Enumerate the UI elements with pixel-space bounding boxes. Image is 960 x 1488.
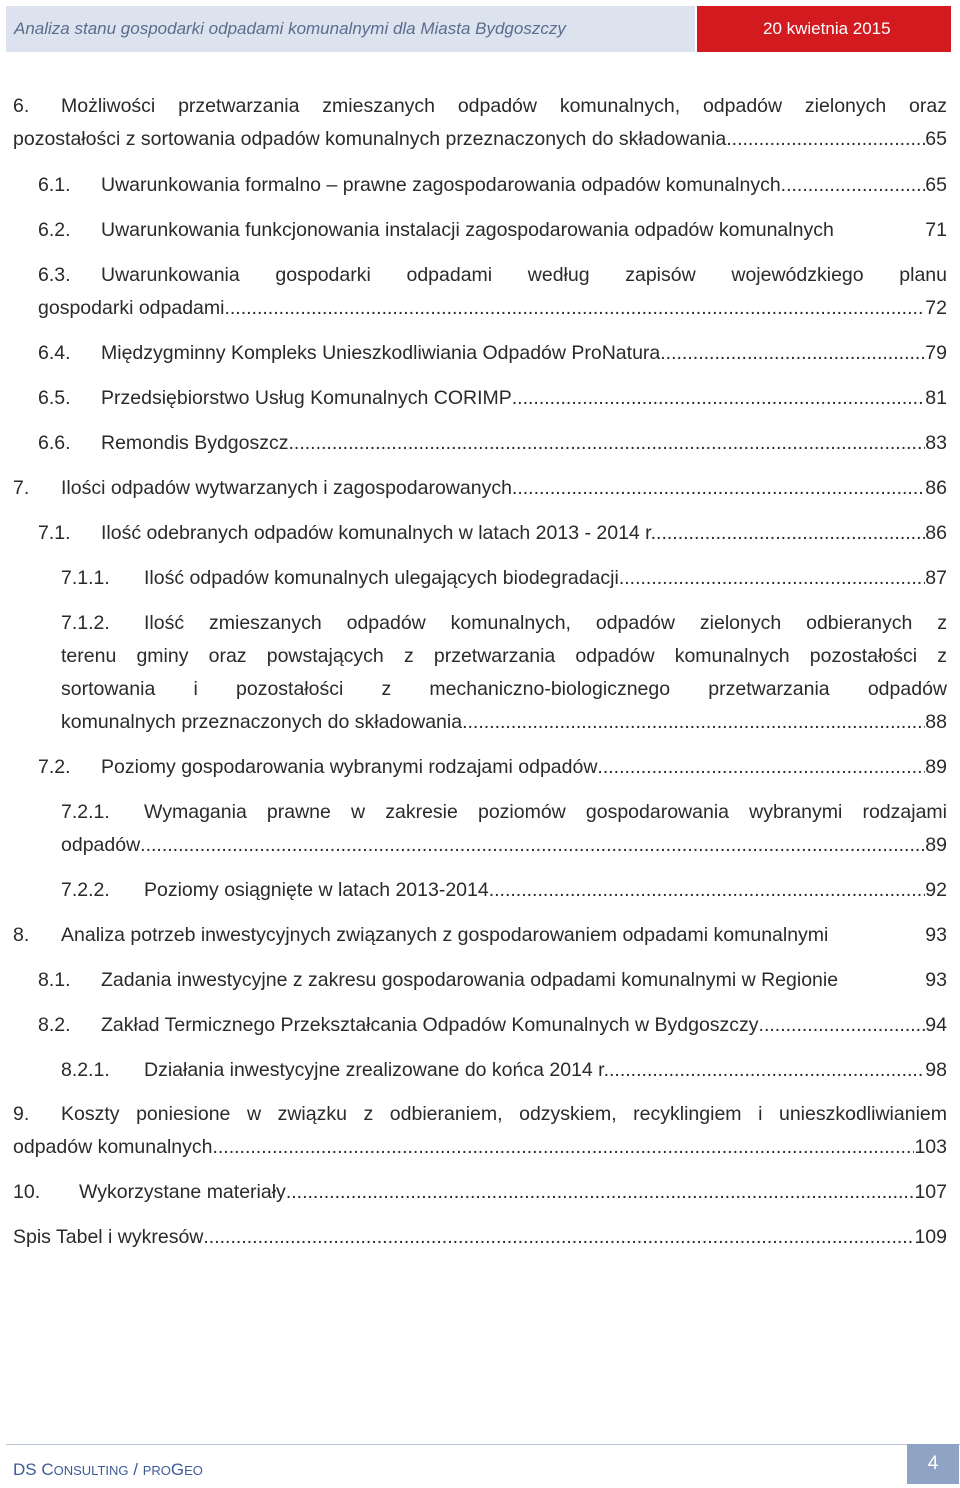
toc-page: 65: [925, 128, 947, 150]
toc-title: Zadania inwestycyjne z zakresu gospodarowania odpadami komunalnymi w Regionie: [101, 969, 839, 991]
toc-title: Spis Tabel i wykresów: [13, 1226, 204, 1248]
toc-entry-6-3[interactable]: [38, 259, 947, 325]
toc-leader: [203, 1221, 914, 1254]
toc-title: Poziomy osiągnięte w latach 2013-2014: [144, 879, 489, 901]
page-number: 4: [907, 1444, 959, 1484]
toc-number: 7.2.: [38, 756, 71, 778]
toc-leader: [212, 1131, 914, 1164]
toc-title-continued: sortowania i pozostałości z mechaniczno-biologicznego przetwarzania odpadów: [61, 678, 947, 700]
toc-number: 6.: [13, 95, 30, 117]
toc-leader: [619, 562, 925, 595]
toc-title: Uwarunkowania formalno – prawne zagospodarowania odpadów komunalnych: [101, 174, 781, 196]
toc-title: Międzygminny Kompleks Unieszkodliwiania Odpadów ProNatura: [101, 342, 661, 364]
toc-page: 71: [925, 219, 947, 241]
page-footer: [0, 1440, 960, 1488]
toc-title: Ilość odebranych odpadów komunalnych w latach 2013 - 2014 r.: [101, 522, 657, 544]
toc-page: 79: [925, 342, 947, 364]
toc-number: 8.2.: [38, 1014, 71, 1036]
toc-page: 83: [925, 432, 947, 454]
toc-entry-9[interactable]: [13, 1098, 947, 1164]
toc-number: 6.2.: [38, 219, 71, 241]
toc-title: Możliwości przetwarzania zmieszanych odpadów komunalnych, odpadów zielonych oraz: [61, 95, 947, 117]
company-name-part: G: [170, 1460, 185, 1479]
toc-title: Przedsiębiorstwo Usług Komunalnych CORIMP: [101, 387, 512, 409]
toc-leader: [597, 751, 925, 784]
toc-number: 8.2.1.: [61, 1059, 110, 1081]
toc-page: 109: [914, 1226, 947, 1248]
toc-title: Koszty poniesione w związku z odbieraniem, odzyskiem, recyklingiem i unieszkodliwianiem: [61, 1103, 947, 1125]
page-header: [0, 0, 960, 56]
toc-entry-10[interactable]: [13, 1176, 947, 1209]
toc-entry-7[interactable]: [13, 472, 947, 505]
toc-entry-6-5[interactable]: [38, 382, 947, 415]
toc-leader: [609, 1054, 925, 1087]
toc-title: Ilości odpadów wytwarzanych i zagospodarowanych: [61, 477, 512, 499]
company-name-separator: /: [128, 1460, 143, 1479]
toc-page: 86: [925, 477, 947, 499]
toc-entry-6[interactable]: [13, 90, 947, 156]
toc-number: 8.1.: [38, 969, 71, 991]
toc-number: 7.: [13, 477, 30, 499]
toc-leader: [462, 706, 925, 739]
toc-leader: [286, 1176, 915, 1209]
company-name: [13, 1460, 203, 1480]
toc-number: 7.1.: [38, 522, 71, 544]
toc-entry-8[interactable]: [13, 919, 947, 952]
toc-entry-7-1-2[interactable]: [61, 607, 947, 739]
toc-leader: [489, 874, 926, 907]
toc-leader: [726, 123, 925, 156]
company-name-part: DS C: [13, 1460, 54, 1479]
footer-divider: [6, 1444, 960, 1445]
toc-page: 103: [914, 1136, 947, 1158]
toc-leader: [512, 472, 925, 505]
toc-entry-7-1[interactable]: [38, 517, 947, 550]
toc-entry-spis-tabel[interactable]: [13, 1221, 947, 1254]
toc-title: Ilość zmieszanych odpadów komunalnych, odpadów zielonych odbieranych z: [144, 612, 947, 634]
toc-number: 6.6.: [38, 432, 71, 454]
toc-leader: [224, 292, 925, 325]
toc-number: 7.1.1.: [61, 567, 110, 589]
company-name-part: ONSULTING: [53, 1463, 129, 1478]
toc-leader: [781, 169, 926, 202]
toc-number: 6.1.: [38, 174, 71, 196]
toc-number: 7.2.1.: [61, 801, 110, 823]
toc-title-continued: gospodarki odpadami: [38, 297, 225, 319]
toc-number: 7.2.2.: [61, 879, 110, 901]
company-name-part: PRO: [142, 1463, 171, 1478]
toc-page: 94: [925, 1014, 947, 1036]
toc-page: 89: [925, 834, 947, 856]
toc-entry-7-2-2[interactable]: [61, 874, 947, 907]
toc-entry-7-2[interactable]: [38, 751, 947, 784]
toc-page: 89: [925, 756, 947, 778]
toc-title: Uwarunkowania gospodarki odpadami według zapisów wojewódzkiego planu: [101, 264, 947, 286]
toc-page: 87: [925, 567, 947, 589]
toc-number: 10.: [13, 1181, 41, 1203]
toc-title: Ilość odpadów komunalnych ulegających biodegradacji: [144, 567, 619, 589]
toc-title: Działania inwestycyjne zrealizowane do końca 2014 r.: [144, 1059, 610, 1081]
toc-entry-6-4[interactable]: [38, 337, 947, 370]
toc-title: Wykorzystane materiały: [79, 1181, 286, 1203]
toc-page: 81: [925, 387, 947, 409]
toc-number: 9.: [13, 1103, 30, 1125]
toc-title: Wymagania prawne w zakresie poziomów gospodarowania wybranymi rodzajami: [144, 801, 947, 823]
toc-title: Poziomy gospodarowania wybranymi rodzajami odpadów: [101, 756, 598, 778]
toc-title: Analiza potrzeb inwestycyjnych związanych z gospodarowaniem odpadami komunalnymi: [61, 924, 829, 946]
toc-title-continued: odpadów komunalnych: [13, 1136, 213, 1158]
toc-entry-6-6[interactable]: [38, 427, 947, 460]
toc-leader: [660, 337, 925, 370]
toc-page: 107: [914, 1181, 947, 1203]
toc-number: 6.5.: [38, 387, 71, 409]
company-name-part: EO: [184, 1463, 203, 1478]
toc-leader: [759, 1009, 926, 1042]
toc-title-continued: odpadów: [61, 834, 141, 856]
toc-number: 6.4.: [38, 342, 71, 364]
toc-page: 93: [925, 969, 947, 991]
document-title: Analiza stanu gospodarki odpadami komunalnymi dla Miasta Bydgoszczy: [6, 6, 695, 52]
toc-leader: [512, 382, 926, 415]
toc-leader: [289, 427, 926, 460]
toc-title: Zakład Termicznego Przekształcania Odpadów Komunalnych w Bydgoszczy: [101, 1014, 759, 1036]
toc-leader: [140, 829, 925, 862]
toc-page: 88: [925, 711, 947, 733]
toc-entry-6-1[interactable]: [38, 169, 947, 202]
toc-number: 6.3.: [38, 264, 71, 286]
toc-entry-8-1[interactable]: [38, 964, 947, 997]
toc-title-continued: pozostałości z sortowania odpadów komunalnych przeznaczonych do składowania: [13, 128, 727, 150]
toc-entry-text: [13, 90, 947, 123]
toc-page: 86: [925, 522, 947, 544]
toc-title: Remondis Bydgoszcz: [101, 432, 289, 454]
toc-title: Uwarunkowania funkcjonowania instalacji zagospodarowania odpadów komunalnych: [101, 219, 834, 241]
toc-number: 8.: [13, 924, 30, 946]
toc-number: 7.1.2.: [61, 612, 110, 634]
toc-entry-6-2[interactable]: [38, 214, 947, 247]
toc-title-continued: komunalnych przeznaczonych do składowania: [61, 711, 463, 733]
header-date: 20 kwietnia 2015: [697, 6, 951, 52]
toc-entry-8-2[interactable]: [38, 1009, 947, 1042]
toc-page: 93: [925, 924, 947, 946]
toc-entry-8-2-1[interactable]: [61, 1054, 947, 1087]
toc-page: 98: [925, 1059, 947, 1081]
toc-page: 65: [925, 174, 947, 196]
toc-entry-7-1-1[interactable]: [61, 562, 947, 595]
toc-leader: [656, 517, 925, 550]
toc-page: 72: [925, 297, 947, 319]
toc-entry-7-2-1[interactable]: [61, 796, 947, 862]
toc-title-continued: terenu gminy oraz powstających z przetwarzania odpadów komunalnych pozostałości z: [61, 645, 947, 667]
toc-page: 92: [925, 879, 947, 901]
